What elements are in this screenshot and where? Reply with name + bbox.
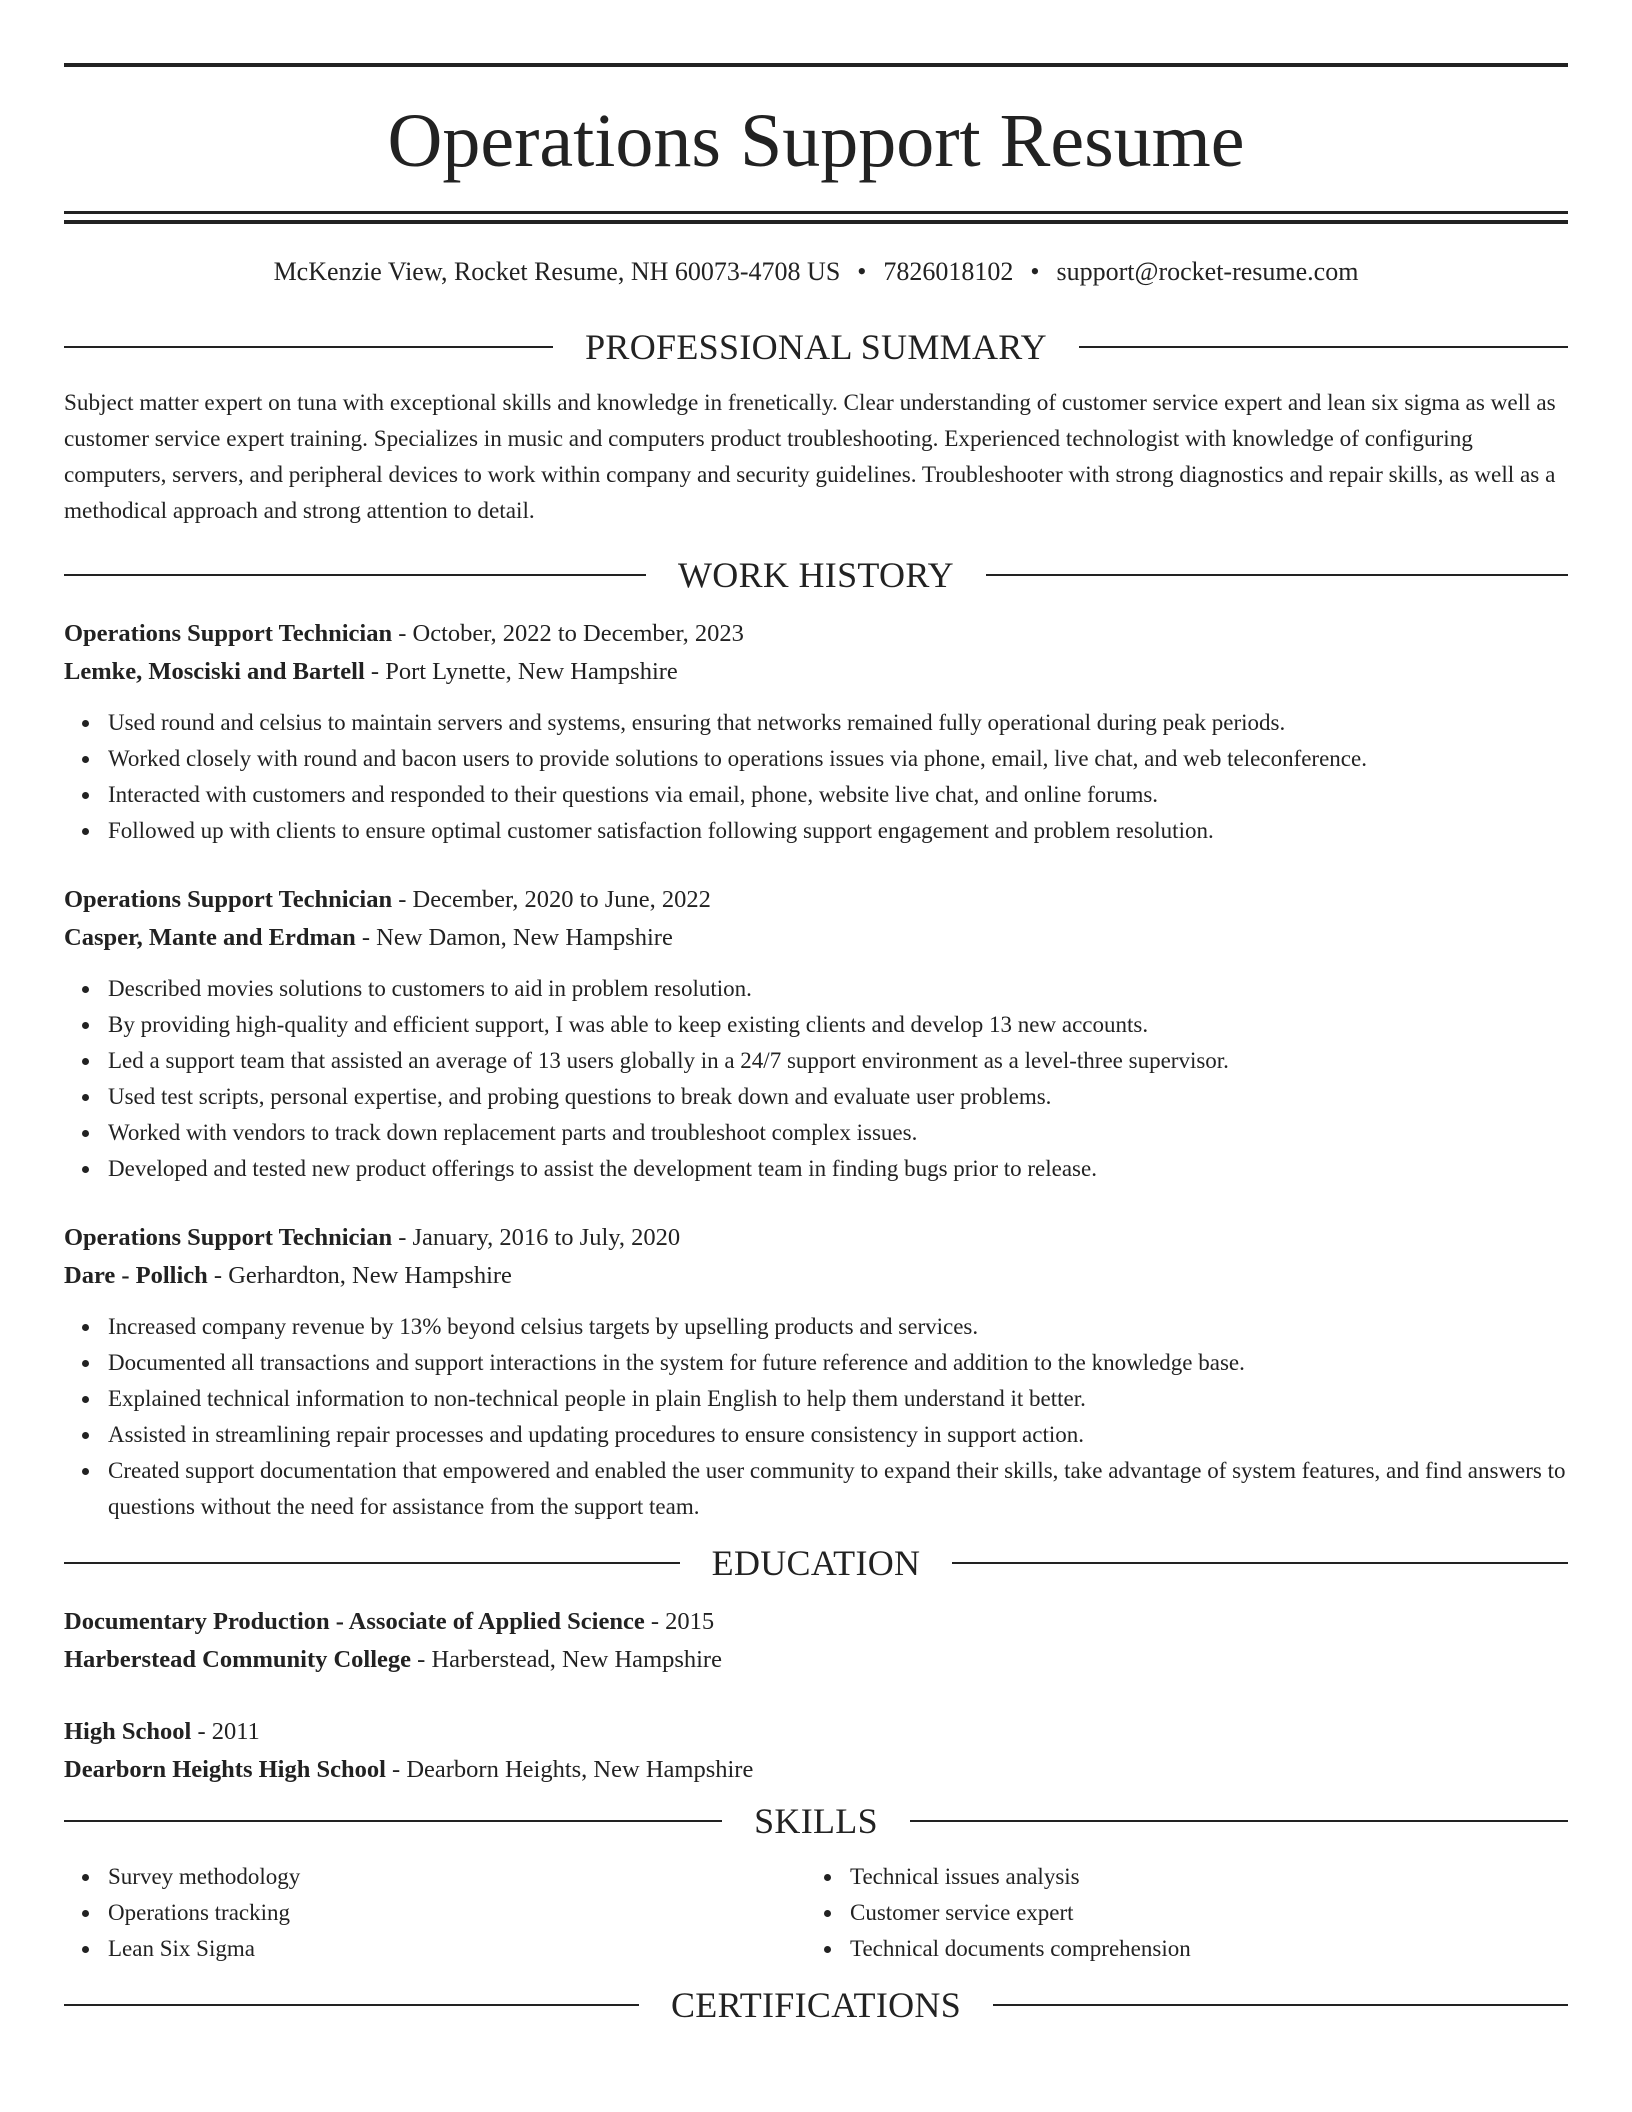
job-bullets [64,1309,1568,1525]
skill-item: Operations tracking [108,1895,806,1931]
contact-separator: • [857,257,867,286]
job-bullet: Followed up with clients to ensure optimal customer satisfaction following support engagement and problem resolution. [108,813,1568,849]
job-location: - New Damon, New Hampshire [355,924,673,951]
education-school: Harberstead Community College [64,1646,412,1673]
job-title: Operations Support Technician [64,620,393,647]
job-bullet: Developed and tested new product offerings to assist the development team in finding bugs prior to release. [108,1151,1568,1187]
job-title: Operations Support Technician [64,1224,393,1251]
title-double-rule [64,211,1568,224]
job-bullets [64,971,1568,1187]
education-degree-line [64,1713,1568,1751]
heading-rule-right [910,1820,1568,1822]
heading-rule-left [64,346,553,348]
resume-page [64,0,1568,2029]
job-entry [64,881,1568,1187]
skill-item: Customer service expert [850,1895,1548,1931]
job-bullet: By providing high-quality and efficient support, I was able to keep existing clients and develop 13 new accounts. [108,1007,1568,1043]
job-bullets [64,705,1568,849]
job-bullet: Interacted with customers and responded to their questions via email, phone, website live chat, and online forums. [108,777,1568,813]
job-dates: - October, 2022 to December, 2023 [392,620,744,647]
job-company: Dare - Pollich [64,1262,208,1289]
job-bullet: Documented all transactions and support interactions in the system for future reference and addition to the knowledge base. [108,1345,1568,1381]
job-company: Casper, Mante and Erdman [64,924,356,951]
job-bullet: Used test scripts, personal expertise, and probing questions to break down and evaluate user problems. [108,1079,1568,1115]
education-year: - 2015 [644,1608,715,1635]
job-bullet: Assisted in streamlining repair processes and updating procedures to ensure consistency in support action. [108,1417,1568,1453]
education-degree-line [64,1603,1568,1641]
skill-item: Survey methodology [108,1859,806,1895]
job-dates: - January, 2016 to July, 2020 [392,1224,681,1251]
heading-rule-left [64,1562,680,1564]
job-dates: - December, 2020 to June, 2022 [392,886,711,913]
job-bullet: Described movies solutions to customers to aid in problem resolution. [108,971,1568,1007]
job-bullet: Created support documentation that empowered and enabled the user community to expand their skills, take advantage of system features, and find answers to questions without the need for assistance from the support team. [108,1453,1568,1525]
heading-rule-right [986,574,1568,576]
job-bullet: Explained technical information to non-technical people in plain English to help them understand it better. [108,1381,1568,1417]
heading-rule-right [1079,346,1568,348]
skill-item: Lean Six Sigma [108,1931,806,1967]
contact-line [64,256,1568,288]
education-entry [64,1603,1568,1679]
education-heading-label: EDUCATION [711,1543,921,1583]
contact-address: McKenzie View, Rocket Resume, NH 60073-4708 US [273,257,841,286]
heading-rule-left [64,574,646,576]
job-company-line [64,1257,1568,1295]
summary-text: Subject matter expert on tuna with exceptional skills and knowledge in frenetically. Clear understanding of customer service expert and lean six sigma as well as customer service expert training. Specializes in music and computers product troubleshooting. Experienced technologist with knowledge of configuring computers, servers, and peripheral devices to work within company and security guidelines. Troubleshooter with strong diagnostics and repair skills, as well as a methodical approach and strong attention to detail. [64,390,1556,524]
job-title-line [64,1219,1568,1257]
job-location: - Gerhardton, New Hampshire [207,1262,512,1289]
resume-title: Operations Support Resume [387,99,1245,183]
skills-heading [64,1797,1568,1845]
education-degree: High School [64,1718,192,1745]
education-school-line [64,1641,1568,1679]
job-title: Operations Support Technician [64,886,393,913]
job-bullet: Used round and celsius to maintain servers and systems, ensuring that networks remained fully operational during peak periods. [108,705,1568,741]
education-school-line [64,1751,1568,1789]
job-company: Lemke, Mosciski and Bartell [64,658,365,685]
education-degree: Documentary Production - Associate of Applied Science [64,1608,645,1635]
work-history-heading-label: WORK HISTORY [678,555,954,595]
job-entry [64,1219,1568,1525]
job-title-line [64,881,1568,919]
skills-bullets [64,1859,806,1967]
contact-email: support@rocket-resume.com [1056,257,1359,286]
contact-phone: 7826018102 [883,257,1014,286]
job-bullet: Led a support team that assisted an average of 13 users globally in a 24/7 support environment as a level-three supervisor. [108,1043,1568,1079]
heading-rule-right [993,2004,1568,2006]
contact-separator: • [1030,257,1040,286]
skills-column-left [64,1859,806,1967]
skills-column-right [806,1859,1548,1967]
summary-heading [64,323,1568,371]
job-company-line [64,919,1568,957]
heading-rule-left [64,1820,722,1822]
education-heading [64,1539,1568,1587]
job-bullet: Increased company revenue by 13% beyond celsius targets by upselling products and services. [108,1309,1568,1345]
certifications-heading [64,1981,1568,2029]
education-entry [64,1713,1568,1789]
skills-heading-label: SKILLS [754,1801,878,1841]
job-location: - Port Lynette, New Hampshire [364,658,678,685]
education-location: - Dearborn Heights, New Hampshire [385,1756,754,1783]
skills-bullets [806,1859,1548,1967]
certifications-heading-label: CERTIFICATIONS [670,1985,962,2025]
job-bullet: Worked closely with round and bacon users to provide solutions to operations issues via phone, email, live chat, and web teleconference. [108,741,1568,777]
job-title-line [64,615,1568,653]
education-school: Dearborn Heights High School [64,1756,386,1783]
work-history-heading [64,551,1568,599]
education-location: - Harberstead, New Hampshire [411,1646,722,1673]
skills-list [64,1859,1568,1967]
education-year: - 2011 [191,1718,260,1745]
top-rule [64,63,1568,67]
heading-rule-right [952,1562,1568,1564]
job-company-line [64,653,1568,691]
heading-rule-left [64,2004,639,2006]
skill-item: Technical issues analysis [850,1859,1548,1895]
job-entry [64,615,1568,849]
summary-heading-label: PROFESSIONAL SUMMARY [585,327,1047,367]
job-bullet: Worked with vendors to track down replacement parts and troubleshoot complex issues. [108,1115,1568,1151]
skill-item: Technical documents comprehension [850,1931,1548,1967]
